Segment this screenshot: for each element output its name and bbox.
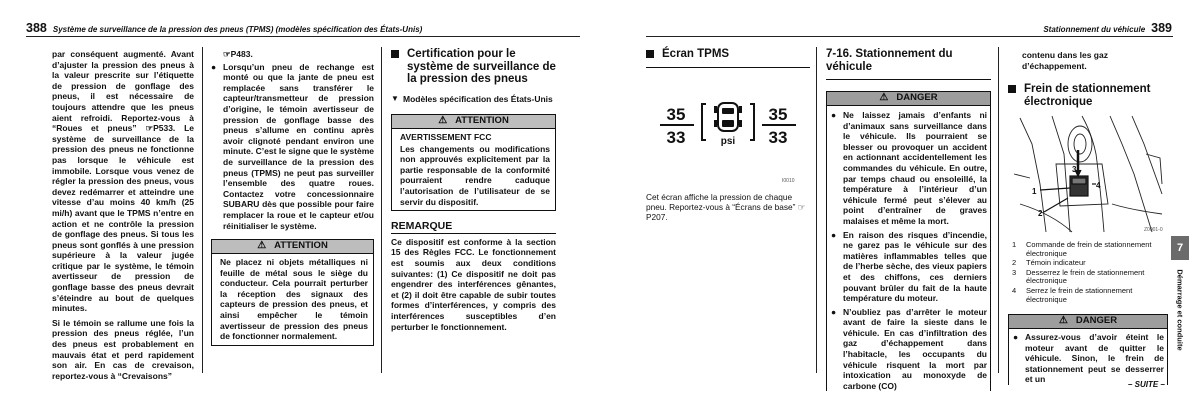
left-header-rule — [26, 36, 580, 37]
attention-header — [392, 115, 555, 129]
triangle-down-icon: ▼ — [391, 93, 399, 103]
remarque-text: Ce dispositif est conforme à la section 15 des Règles FCC. Le fonctionnement est soumis aux deux conditions suivantes: (1) Ce dispositif ne doit pas engendrer des interférences gênantes, et (2) il doit être capable de subir toutes formes d’interférences, y compris des interférences susceptibles d’en perturber le fonctionnement. — [391, 236, 556, 332]
list-item — [831, 230, 987, 304]
car-top-view-icon — [702, 103, 754, 140]
left-page-number: 388 — [26, 21, 47, 35]
right-page-number: 389 — [1151, 21, 1172, 35]
tpms-display-svg — [656, 100, 804, 148]
pressure-unit: psi — [720, 136, 736, 147]
legend-number: 2 — [1012, 258, 1017, 268]
bullet-dot: ● — [831, 306, 837, 317]
list-item — [211, 62, 374, 232]
attention-header — [212, 240, 373, 254]
left-page-header — [26, 21, 422, 35]
continued-text: contenu dans les gaz d’échappement. — [1022, 50, 1108, 71]
danger-bullet-fire: En raison des risques d’incendie, ne garez pas le véhicule sur des matières inflammables telles que de l’herbe sèche, des vieux papiers et des chiffons, ces derniers pouvant brûler du fait de la haute température du moteur. — [843, 229, 987, 304]
chapter-heading: 7-16. Stationnement du véhicule — [826, 48, 953, 73]
column-divider — [202, 47, 203, 373]
legend-text: Témoin indicateur — [1026, 258, 1086, 268]
chapter-tab: 7 — [1171, 236, 1189, 260]
figure-legend — [1012, 241, 1172, 305]
list-item — [831, 307, 987, 392]
legend-number: 1 — [1012, 240, 1017, 249]
list-item — [831, 110, 987, 227]
legend-text: Desserrez le frein de stationnement électronique — [1026, 267, 1145, 286]
callout-3: 3 — [1072, 165, 1077, 174]
right-header-rule — [646, 36, 1173, 37]
rear-left-pressure: 33 — [666, 128, 686, 147]
column-divider — [381, 47, 382, 373]
column-divider — [816, 47, 817, 373]
legend-number: 4 — [1012, 285, 1017, 295]
fcc-title: AVERTISSEMENT FCC — [400, 132, 492, 142]
left-column-2 — [211, 49, 374, 346]
legend-text: Commande de frein de stationnement électronique — [1026, 240, 1152, 258]
section-square-icon — [646, 50, 654, 58]
console-illustration — [1012, 114, 1168, 234]
warning-triangle-icon: ⚠ — [1058, 315, 1068, 327]
warning-triangle-icon: ⚠ — [879, 92, 889, 104]
us-models-title: Modèles spécification des États-Unis — [403, 93, 553, 104]
section-rule — [646, 67, 810, 68]
tpms-screen-title: Écran TPMS — [662, 48, 730, 60]
tpms-caption: Cet écran affiche la pression de chaque pneu. Reportez-vous à “Écrans de base” ☞P207. — [646, 192, 806, 222]
warning-light-paragraph: Si le témoin se rallume une fois la pression des pneus réglée, l’un des pneus est probablement en mauvais état et perd rapidement son air. En cas de crevaison, reportez-vous à “Crevaisons” — [52, 317, 194, 381]
warning-triangle-icon: ⚠ — [257, 240, 267, 252]
danger-header — [827, 92, 990, 106]
attention-box — [391, 114, 556, 211]
danger-body — [827, 106, 990, 391]
attention-text: Ne placez ni objets métalliques ni feuille de métal sous le siège du conducteur. Cela pourrait perturber la réception des signaux des capteurs de pression des pneus, et ainsi empêcher le témoin avertisseur de pression des pneus de fonctionner normalement. — [220, 257, 368, 342]
certification-title: Certification pour le système de surveillance de la pression des pneus — [407, 48, 556, 85]
left-running-title: Système de surveillance de la pression des pneus (TPMS) (modèles spécification des États-Unis) — [52, 25, 423, 34]
right-column-2 — [826, 48, 991, 391]
page-reference: ☞P483. — [223, 49, 253, 59]
continued-marker: – SUITE – — [1128, 380, 1165, 389]
right-column-3-danger — [1008, 314, 1168, 385]
tire-pressure-paragraph: par conséquent augmenté. Avant d’ajuster la pression des pneus à la valeur prescrite sur l’étiquette de pression de gonflage des pneus, il est nécessaire de toujours attendre que les pneus aient refroidi. Reportez-vous à “Roues et pneus” ☞P533. Le système de surveillance de la pression des pneus ne fonctionne pas lorsque le véhicule est immobile. Lorsque vous venez de régler la pression des pneus, vous devez redémarrer et atteindre une vitesse d’au moins 40 km/h (25 mi/h) avant que le TPMS n’entre en action et ne contrôle la pression de gonflage des pneus. Si tous les pneus sont gonflés à une pression supérieure à la valeur jugée critique par le système, le témoin avertisseur de pression de gonflage basse des pneus devrait s’éteindre au bout de quelques minutes. — [52, 49, 194, 314]
right-running-title: Stationnement du véhicule — [1043, 25, 1146, 34]
danger-label: DANGER — [1075, 315, 1118, 327]
attention-label: ATTENTION — [274, 240, 328, 252]
figure-code: I0010 — [782, 178, 795, 184]
figure-code: Z0001-0 — [1144, 227, 1163, 233]
bullet-dot: ● — [831, 229, 837, 240]
front-left-pressure: 35 — [666, 105, 686, 124]
attention-box — [211, 239, 374, 346]
danger-bullet-engine: N’oubliez pas d’arrêter le moteur avant de faire la sieste dans le véhicule. En cas d’infiltration des gaz d’échappement dans l’habitacle, les occupants du véhicule risquent la mort par intoxication au monoxyde de carbone (CO) — [843, 306, 987, 391]
warning-triangle-icon: ⚠ — [438, 115, 448, 127]
right-page-header — [1043, 21, 1172, 35]
legend-row — [1012, 269, 1172, 286]
danger-body — [1009, 329, 1167, 385]
section-square-icon — [1008, 85, 1016, 93]
legend-row — [1012, 241, 1172, 258]
danger-label: DANGER — [896, 92, 938, 104]
sub-heading — [391, 94, 556, 105]
right-column-1 — [646, 48, 810, 68]
callout-1: 1 — [1032, 187, 1037, 196]
section-heading — [1008, 83, 1168, 108]
spare-tire-bullet: Lorsqu’un pneu de rechange est monté ou que la jante de pneu est remplacée sans transférer le capteur/transmetteur de pression d’origine, le témoin avertisseur de pression de gonflage basse des pneus s’allume en continu après avoir clignoté pendant environ une minute. C’est le signe que le système de surveillance de la pression des pneus (TPMS) ne peut pas surveiller l’ensemble des quatre roues. Contactez votre concessionnaire SUBARU dès que possible pour faire remplacer la roue et le capteur et/ou réinitialiser le système. — [223, 61, 374, 231]
section-rule — [826, 79, 991, 80]
legend-text: Serrez le frein de stationnement électronique — [1026, 285, 1133, 304]
chapter-side-label: Démarrage et conduite — [1175, 269, 1185, 351]
front-right-pressure: 35 — [768, 105, 788, 124]
attention-body — [392, 129, 555, 210]
rear-right-pressure: 33 — [768, 128, 788, 147]
bullet-dot: ● — [211, 61, 217, 72]
section-square-icon — [391, 50, 399, 58]
callout-4: 4 — [1096, 181, 1101, 190]
bullet-dot: ● — [1013, 332, 1019, 342]
remarque-heading: REMARQUE — [391, 221, 556, 234]
legend-number: 3 — [1012, 267, 1017, 277]
column-divider — [998, 47, 999, 373]
danger-header — [1009, 315, 1167, 329]
attention-label: ATTENTION — [455, 115, 509, 127]
list-item — [1013, 332, 1164, 385]
bullet-dot: ● — [831, 110, 837, 120]
parking-brake-title: Frein de stationnement électronique — [1024, 83, 1151, 108]
section-heading — [391, 48, 556, 86]
legend-row — [1012, 259, 1172, 268]
right-column-3 — [1008, 50, 1168, 108]
fcc-text: Les changements ou modifications non approuvés explicitement par la partie responsable de la conformité pourraient rendre caduque l’autorisation de l’utilisateur de se servir du dispositif. — [400, 143, 550, 207]
left-column-3 — [391, 48, 556, 332]
legend-row — [1012, 287, 1172, 304]
danger-box — [1008, 314, 1168, 385]
danger-bullet-children: Ne laissez jamais d’enfants ni d’animaux sans surveillance dans le véhicule. Ils pourraient se blesser ou provoquer un accident en actionnant accidentellement les commandes du véhicule. En outre, par temps chaud ou ensoleillé, la température à l’intérieur d’un véhicule fermé peut s’élever au point d’entraîner de graves malaises et même la mort. — [843, 110, 987, 226]
callout-2: 2 — [1038, 209, 1043, 218]
section-heading — [646, 48, 810, 61]
danger-box — [826, 91, 991, 391]
tpms-display-figure — [656, 100, 804, 148]
left-column-1 — [52, 49, 194, 381]
parking-brake-figure — [1012, 114, 1168, 234]
danger-bullet-engine-off: Assurez-vous d’avoir éteint le moteur avant de quitter le véhicule. Sinon, le frein de stationnement peut se desserrer et un — [1025, 332, 1164, 385]
